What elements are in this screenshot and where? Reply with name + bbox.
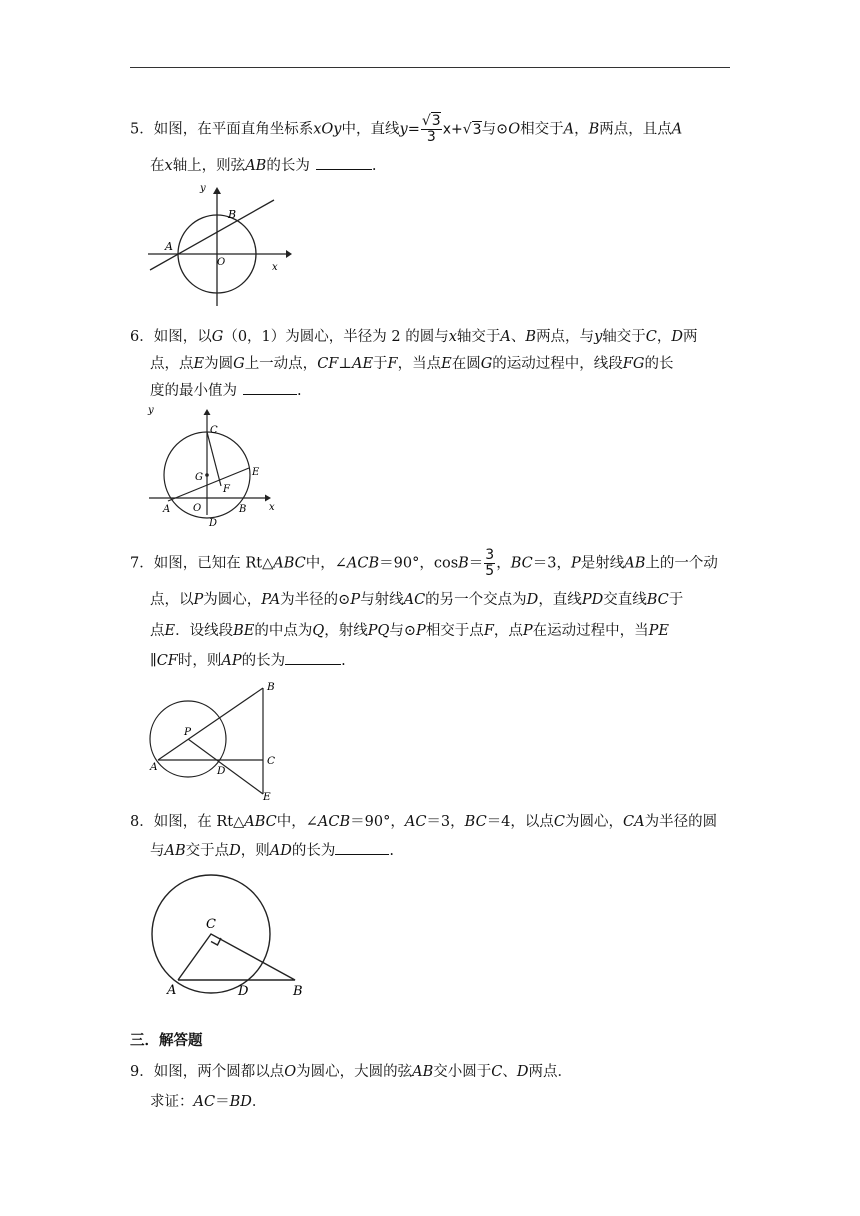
section-title-3: 三．解答题: [130, 1033, 203, 1049]
q7-label-d: D: [217, 765, 226, 777]
q6-number: 6．: [130, 329, 154, 345]
q6-label-e: E: [252, 467, 260, 478]
q7-answer-blank[interactable]: [285, 664, 341, 665]
q7-line-2: 点，以P为圆心，PA为半径的⊙P与射线AC的另一个交点为D，直线PD交直线BC于: [150, 592, 684, 608]
q9-line-2: 求证：AC＝BD．: [150, 1094, 267, 1110]
q5-intercept-sqrt: √3: [462, 121, 482, 138]
q5-slope-fraction: $\frac{√3}{3}$: [421, 113, 441, 145]
q7-label-a: A: [150, 761, 158, 773]
q7-label-e: E: [263, 791, 271, 803]
q5-label-a: A: [165, 240, 173, 253]
q7-cos-fraction: $\frac{3}{5}$: [485, 547, 495, 579]
q8-answer-blank[interactable]: [335, 854, 389, 855]
q8-figure: [145, 866, 315, 1000]
q7-number: 7．: [130, 555, 154, 572]
q6-line-1: 6．如图，以G（0，1）为圆心，半径为 2 的圆与x轴交于A、B两点，与y轴交于C，D两: [130, 329, 698, 345]
q5-number: 5．: [130, 121, 154, 138]
q7-line-4: ∥CF时，则AP的长为 .: [150, 653, 346, 669]
q7-label-c: C: [267, 755, 276, 767]
q7-label-b: B: [267, 681, 275, 693]
q8-label-c: C: [206, 917, 216, 932]
q6-label-a: A: [163, 504, 171, 515]
q8-triangle-abc: [178, 934, 295, 980]
q6-line-ae: [168, 468, 249, 501]
q9-number: 9．: [130, 1064, 154, 1080]
q7-segment-ab: [158, 688, 263, 760]
q8-number: 8．: [130, 814, 154, 830]
q5-label-b: B: [228, 208, 237, 221]
q5-x-arrow-icon: [286, 250, 292, 258]
q8-label-a: A: [167, 983, 177, 998]
q6-label-c: C: [210, 425, 218, 436]
header-rule: [130, 67, 730, 68]
q8-label-d: D: [238, 984, 249, 999]
q6-label-g: G: [195, 472, 203, 483]
q6-answer-blank[interactable]: [243, 394, 297, 395]
q7-figure: [145, 678, 285, 802]
q6-x-arrow-icon: [265, 495, 271, 502]
q5-label-y: y: [200, 183, 206, 194]
q6-segment-cf: [207, 432, 221, 486]
q6-label-d: D: [209, 518, 218, 529]
q6-figure: [145, 402, 285, 529]
q8-line-1: 8．如图，在 Rt△ABC中，∠ACB＝90°，AC＝3，BC＝4，以点C为圆心，CA为半径的圆: [130, 814, 718, 830]
q8-line-2: 与AB交于点D，则AD的长为 .: [150, 843, 394, 859]
q6-line-3: 度的最小值为 .: [150, 383, 302, 399]
q5-line-1: 5．如图，在平面直角坐标系xOy中，直线y= $\frac{√3}{3}$ x+√3与⊙O相交于A，B两点，且点A: [130, 113, 683, 145]
q6-label-y: y: [148, 405, 154, 416]
q7-line-3: 点E．设线段BE的中点为Q，射线PQ与⊙P相交于点F，点P在运动过程中，当PE: [150, 623, 669, 639]
q6-label-f: F: [223, 484, 230, 495]
q6-point-g: [205, 473, 209, 477]
q5-y-arrow-icon: [213, 187, 221, 194]
q5-label-o: O: [217, 257, 226, 268]
q5-line-2: 在x轴上，则弦AB的长为 .: [150, 158, 377, 174]
q6-label-x: x: [269, 502, 275, 513]
q5-label-x: x: [272, 262, 278, 273]
q7-line-1: 7．如图，已知在 Rt△ABC中，∠ACB＝90°，cosB＝ $\frac{3}{5}$ ，BC＝3，P是射线AB上的一个动: [130, 547, 718, 579]
q8-label-b: B: [293, 984, 303, 999]
q6-line-2: 点，点E为圆G上一动点，CF⊥AE于F，当点E在圆G的运动过程中，线段FG的长: [150, 356, 674, 372]
q9-line-1: 9．如图，两个圆都以点O为圆心，大圆的弦AB交小圆于C、D两点．: [130, 1064, 573, 1080]
q6-label-o: O: [193, 503, 202, 514]
q6-label-b: B: [239, 504, 247, 515]
q5-answer-blank[interactable]: [316, 169, 372, 170]
q6-y-arrow-icon: [204, 409, 211, 415]
q7-label-p: P: [184, 726, 192, 738]
q5-figure: [140, 178, 300, 312]
